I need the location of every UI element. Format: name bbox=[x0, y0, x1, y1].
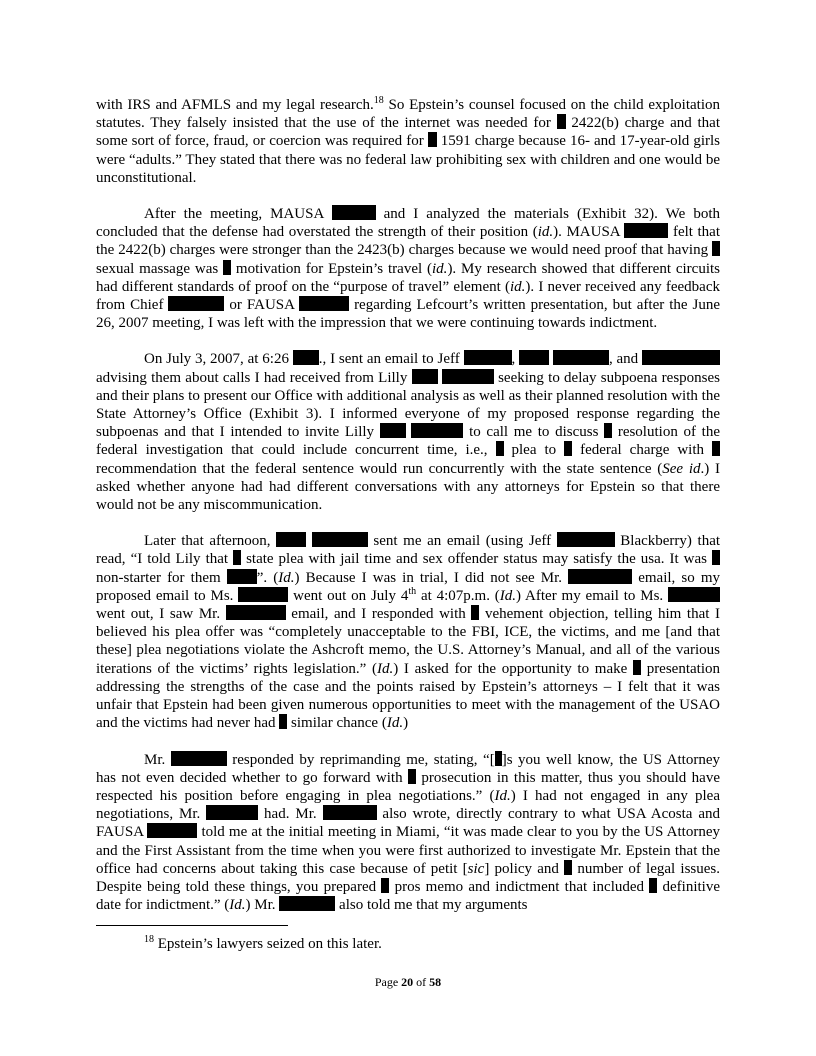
text: .) I asked whether anyone had had different conversations with any attorneys for Epstein so that there would not be any miscommunication. bbox=[96, 460, 720, 514]
text: definitive date for indictment.” ( bbox=[96, 878, 720, 914]
citation: Id. bbox=[386, 715, 404, 732]
redaction bbox=[279, 896, 335, 911]
citation: id. bbox=[432, 260, 448, 277]
text: Later that afternoon, bbox=[144, 533, 277, 550]
redaction bbox=[564, 860, 572, 875]
text: ”. ( bbox=[256, 569, 279, 586]
text: state plea with jail time and sex offender status may satisfy the usa. It was bbox=[241, 551, 712, 568]
text: also wrote, directly contrary to what USA Acosta and FAUSA bbox=[96, 806, 720, 841]
redaction bbox=[227, 569, 257, 584]
redaction bbox=[408, 769, 416, 784]
text: Mr. bbox=[144, 751, 171, 768]
text: ., I sent an email to Jeff bbox=[318, 351, 464, 368]
text: advising them about calls I had received from Lilly bbox=[96, 369, 412, 386]
text: also told me that my arguments bbox=[335, 897, 528, 914]
citation: Id. bbox=[229, 897, 246, 914]
text: , and bbox=[608, 351, 643, 368]
paragraph-1 bbox=[96, 96, 720, 187]
redaction bbox=[226, 605, 286, 620]
redaction bbox=[553, 350, 609, 365]
page-footer bbox=[0, 975, 816, 990]
text: felt that the 2422(b) charges were stronger than the 2423(b) charges because we would need proof that having bbox=[96, 224, 720, 259]
citation: Id. bbox=[494, 787, 511, 804]
page-of: of bbox=[413, 975, 430, 989]
redaction bbox=[412, 369, 438, 384]
text: prosecution in this matter, thus you should have respected his position before engaging in plea negotiations.” ( bbox=[96, 769, 720, 804]
redaction bbox=[668, 587, 720, 602]
redaction bbox=[171, 751, 227, 766]
redaction bbox=[624, 223, 668, 238]
text: 1591 charge because 16- and 17-year-old girls were “adults.” They stated that there was no federal law prohibiting sex with children and one would be unconstitutional. bbox=[96, 133, 720, 186]
text: to call me to discuss bbox=[463, 424, 605, 441]
page-number: 20 bbox=[401, 975, 414, 989]
text: ] policy and bbox=[484, 860, 565, 877]
redaction bbox=[323, 805, 377, 820]
redaction bbox=[293, 350, 319, 365]
redaction bbox=[712, 550, 720, 565]
redaction bbox=[223, 260, 231, 275]
text: vehement objection, telling him that I believed his plea offer was “completely unacceptable to the FBI, ICE, the victims, and me [and that these] plea negotiations violate the Ashcroft memo, the U.S. Attorney’s Manual, and all of the various iterations of the victims’ rights legislation.” ( bbox=[96, 606, 721, 677]
redaction bbox=[299, 296, 349, 311]
paragraph-3 bbox=[96, 350, 720, 514]
redaction bbox=[238, 587, 288, 602]
text: ]s you well know, the US Attorney has not even decided whether to go forward with bbox=[96, 751, 720, 786]
text: resolution of the federal investigation that could include concurrent time, i.e., bbox=[96, 424, 720, 459]
paragraph-4 bbox=[96, 532, 720, 732]
page-label: Page bbox=[374, 975, 402, 989]
redaction bbox=[495, 751, 502, 766]
text: pros memo and indictment that included bbox=[389, 878, 650, 895]
document-body bbox=[96, 96, 720, 932]
text: ) Because I was in trial, I did not see Mr. bbox=[294, 569, 569, 586]
redaction bbox=[496, 441, 504, 456]
page-total: 58 bbox=[429, 975, 442, 989]
redaction bbox=[519, 350, 549, 365]
footnote-ref[interactable]: 18 bbox=[373, 95, 384, 106]
redaction bbox=[712, 241, 720, 256]
redaction bbox=[464, 350, 512, 365]
citation: Id. bbox=[376, 660, 394, 677]
text: went out, I saw Mr. bbox=[96, 606, 226, 623]
redaction bbox=[168, 296, 224, 311]
footnote bbox=[144, 935, 382, 953]
text: ). MAUSA bbox=[553, 224, 625, 241]
redaction bbox=[557, 114, 566, 129]
redaction bbox=[557, 532, 615, 547]
text: at 4:07p.m. ( bbox=[416, 587, 500, 604]
text: had. Mr. bbox=[258, 806, 323, 823]
text: sexual massage was bbox=[96, 260, 224, 277]
text: email, so my proposed email to Ms. bbox=[96, 569, 720, 604]
citation: id. bbox=[510, 278, 526, 295]
redaction bbox=[604, 423, 612, 438]
text: told me at the initial meeting in Miami, “it was made clear to you by the US Attorney and the First Assistant from the time when you were first authorized to investigate Mr. Epstein that the office had concerns about taking this case because of petit [ bbox=[96, 824, 720, 877]
citation: sic bbox=[467, 860, 485, 877]
redaction bbox=[332, 205, 376, 220]
text: , bbox=[511, 351, 520, 368]
text: presentation addressing the strengths of the case and the points raised by Epstein’s attorneys – I felt that it was unfair that Epstein had been given numerous opportunities to meet with the management of the USAO and the victims had never had bbox=[96, 660, 720, 732]
paragraph-5 bbox=[96, 751, 720, 915]
text: Blackberry) that read, “I told Lily that bbox=[96, 533, 721, 568]
redaction bbox=[642, 350, 676, 365]
paragraph-2 bbox=[96, 205, 720, 332]
text: went out on July 4 bbox=[288, 587, 409, 604]
citation: Id. bbox=[499, 587, 517, 604]
redaction bbox=[380, 423, 406, 438]
text: ). I never received any feedback from Chief bbox=[96, 278, 720, 314]
redaction bbox=[442, 369, 494, 384]
text: sent me an email (using Jeff bbox=[367, 533, 557, 550]
ordinal-suffix: th bbox=[408, 585, 417, 597]
text: After the meeting, MAUSA bbox=[144, 206, 332, 223]
footnote-text: Epstein’s lawyers seized on this later. bbox=[154, 936, 382, 952]
text: federal charge with bbox=[572, 442, 712, 459]
text: seeking to delay subpoena responses and their plans to present our Office with additional analysis as well as their planned resolution with the State Attorney’s Office (Exhibit 3). I informed everyone of my proposed response regarding the subpoenas and that I intended to invite Lilly bbox=[96, 369, 721, 441]
text: plea to bbox=[503, 442, 565, 459]
footnote-divider bbox=[96, 925, 288, 926]
text: ). My research showed that different circuits had different standards of proof on the “purpose of travel” element ( bbox=[96, 260, 720, 295]
redaction bbox=[676, 350, 720, 365]
text: ) After my email to Ms. bbox=[516, 587, 668, 604]
text: So Epstein’s counsel focused on the child exploitation statutes. They falsely insisted that the use of the internet was needed for bbox=[96, 97, 721, 132]
redaction bbox=[411, 423, 463, 438]
text: On July 3, 2007, at 6:26 bbox=[144, 351, 293, 368]
citation: id. bbox=[537, 224, 554, 241]
redaction bbox=[568, 569, 632, 584]
text: non-starter for them bbox=[96, 569, 227, 586]
text: responded by reprimanding me, stating, “[ bbox=[226, 751, 495, 768]
redaction bbox=[633, 660, 641, 675]
text: ) bbox=[403, 715, 409, 732]
text: number of legal issues. Despite being told these things, you prepared bbox=[96, 860, 720, 895]
redaction bbox=[276, 532, 306, 547]
text: or FAUSA bbox=[224, 297, 300, 314]
citation: See id bbox=[662, 460, 701, 477]
text: motivation for Epstein’s travel ( bbox=[231, 260, 433, 277]
footnote-number: 18 bbox=[144, 934, 154, 945]
text: regarding Lefcourt’s written presentation, but after the June 26, 2007 meeting, I was left with the impression that we were continuing towards indictment. bbox=[96, 297, 720, 332]
text: and I analyzed the materials (Exhibit 32). We both concluded that the defense had overstated the strength of their position ( bbox=[96, 206, 721, 241]
redaction bbox=[564, 441, 572, 456]
text: ) I had not engaged in any plea negotiations, Mr. bbox=[96, 787, 720, 823]
text: recommendation that the federal sentence would run concurrently with the state sentence ( bbox=[96, 460, 663, 477]
redaction bbox=[312, 532, 368, 547]
text: similar chance ( bbox=[287, 715, 387, 732]
text: ) Mr. bbox=[245, 897, 280, 914]
text: 2422(b) charge and that some sort of force, fraud, or coercion was required for bbox=[96, 115, 720, 150]
text: with IRS and AFMLS and my legal research. bbox=[96, 97, 374, 113]
redaction bbox=[428, 132, 437, 147]
text: email, and I responded with bbox=[285, 606, 472, 623]
redaction bbox=[712, 441, 720, 456]
redaction bbox=[147, 823, 197, 838]
citation: Id. bbox=[278, 569, 295, 586]
redaction bbox=[206, 805, 258, 820]
redaction bbox=[233, 550, 241, 565]
text: ) I asked for the opportunity to make bbox=[393, 660, 633, 677]
